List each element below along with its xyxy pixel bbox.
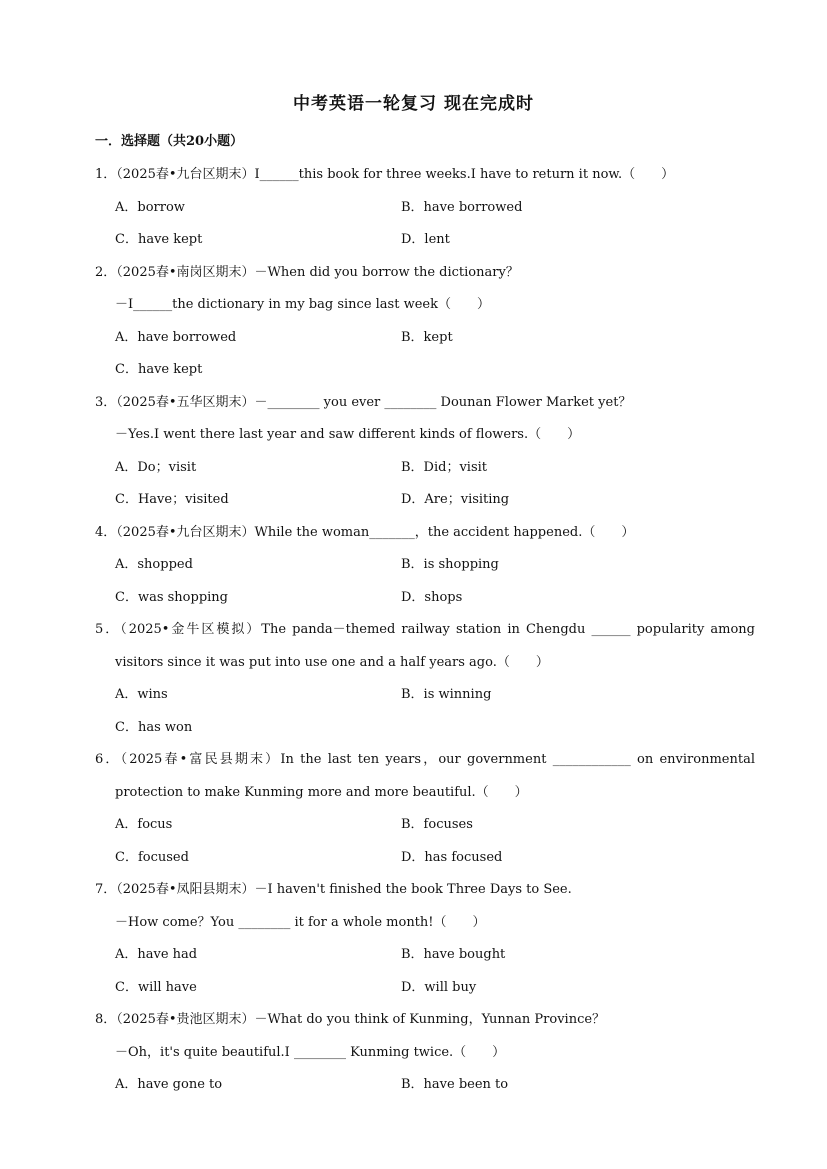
question-6-option-d: D．has focused bbox=[401, 850, 503, 865]
question-7-option-c: C．will have bbox=[115, 980, 197, 995]
question-8-stem: 8．（2025春•贵池区期末）－What do you think of Kunming，Yunnan Province？ bbox=[95, 1012, 606, 1027]
question-3-option-b: B．Did；visit bbox=[401, 460, 488, 475]
question-4-option-b: B．is shopping bbox=[401, 557, 499, 572]
question-6-stem: 6．（2025春•富民县期末）In the last ten years，our government ____________ on environmental bbox=[95, 752, 755, 767]
question-1-stem: 1．（2025春•九台区期末）I______this book for three weeks.I have to return it now.（ ） bbox=[95, 167, 675, 182]
question-5-option-c: C．has won bbox=[115, 720, 193, 735]
question-5-option-a: A．wins bbox=[115, 687, 168, 702]
question-4-option-c: C．was shopping bbox=[115, 590, 228, 605]
question-7-stem: 7．（2025春•凤阳县期末）－I haven't finished the book Three Days to See. bbox=[95, 882, 572, 897]
question-1-option-b: B．have borrowed bbox=[401, 200, 523, 215]
question-3-option-c: C．Have；visited bbox=[115, 492, 229, 507]
question-3-line2: －Yes.I went there last year and saw different kinds of flowers.（ ） bbox=[115, 427, 581, 442]
question-1-option-c: C．have kept bbox=[115, 232, 203, 247]
question-7-option-b: B．have bought bbox=[401, 947, 506, 962]
question-8-line2: －Oh，it's quite beautiful.I ________ Kunming twice.（ ） bbox=[115, 1045, 506, 1060]
question-7-option-a: A．have had bbox=[115, 947, 198, 962]
section-heading: 一．选择题（共20小题） bbox=[95, 134, 244, 149]
question-8-option-b: B．have been to bbox=[401, 1077, 509, 1092]
question-5-option-b: B．is winning bbox=[401, 687, 492, 702]
question-3-option-a: A．Do；visit bbox=[115, 460, 197, 475]
question-2-option-b: B．kept bbox=[401, 330, 453, 345]
question-7-option-d: D．will buy bbox=[401, 980, 477, 995]
question-6-option-c: C．focused bbox=[115, 850, 189, 865]
question-5-line2: visitors since it was put into use one and a half years ago.（ ） bbox=[115, 655, 549, 670]
question-2-option-a: A．have borrowed bbox=[115, 330, 237, 345]
question-1-option-d: D．lent bbox=[401, 232, 450, 247]
question-7-line2: －How come？You ________ it for a whole month!（ ） bbox=[115, 915, 486, 930]
question-8-option-a: A．have gone to bbox=[115, 1077, 223, 1092]
question-6-option-b: B．focuses bbox=[401, 817, 473, 832]
question-2-line2: －I______the dictionary in my bag since last week（ ） bbox=[115, 297, 490, 312]
question-5-stem: 5．（2025•金牛区模拟）The panda－themed railway station in Chengdu ______ popularity among bbox=[95, 622, 755, 637]
question-6-line2: protection to make Kunming more and more beautiful.（ ） bbox=[115, 785, 528, 800]
question-4-option-a: A．shopped bbox=[115, 557, 193, 572]
question-4-stem: 4．（2025春•九台区期末）While the woman_______，the accident happened.（ ） bbox=[95, 525, 635, 540]
question-3-option-d: D．Are；visiting bbox=[401, 492, 510, 507]
question-6-option-a: A．focus bbox=[115, 817, 173, 832]
question-4-option-d: D．shops bbox=[401, 590, 463, 605]
question-1-option-a: A．borrow bbox=[115, 200, 185, 215]
page-title: 中考英语一轮复习 现在完成时 bbox=[293, 94, 534, 114]
question-2-stem: 2．（2025春•南岗区期末）－When did you borrow the dictionary？ bbox=[95, 265, 519, 280]
question-3-stem: 3．（2025春•五华区期末）－________ you ever ________ Dounan Flower Market yet？ bbox=[95, 395, 632, 410]
question-2-option-c: C．have kept bbox=[115, 362, 203, 377]
